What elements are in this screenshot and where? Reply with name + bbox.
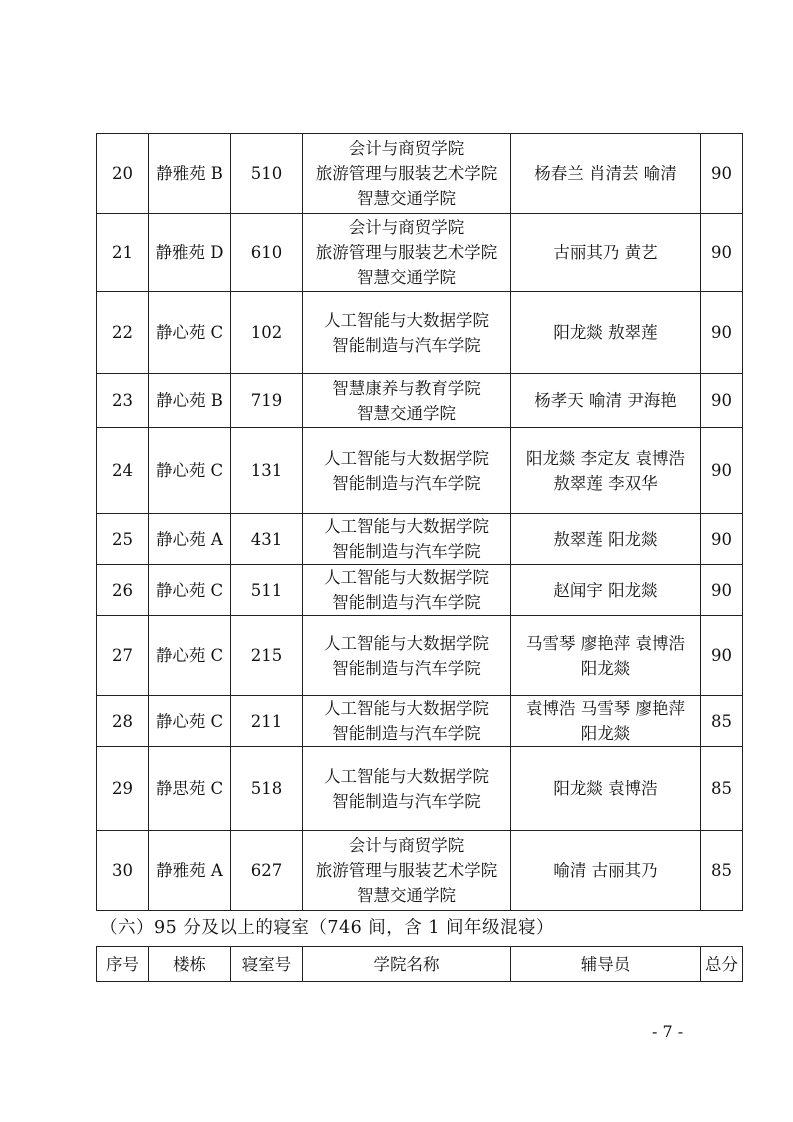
building-cell: 静心苑 A <box>149 514 231 565</box>
row-number: 29 <box>97 747 149 831</box>
building-cell: 静思苑 C <box>149 747 231 831</box>
row-number: 20 <box>97 134 149 214</box>
score-cell: 90 <box>701 214 743 292</box>
college-cell-line: 智慧交通学院 <box>357 268 456 287</box>
college-cell <box>303 292 511 374</box>
room-number: 627 <box>231 831 303 911</box>
score-cell: 90 <box>701 134 743 214</box>
college-cell <box>303 374 511 428</box>
college-cell-line: 智慧交通学院 <box>357 886 456 905</box>
room-number: 102 <box>231 292 303 374</box>
college-cell-line: 智能制造与汽车学院 <box>332 658 481 678</box>
college-cell-line: 智慧康养与教育学院 <box>332 378 481 398</box>
table-row <box>97 214 743 292</box>
score-cell: 90 <box>701 292 743 374</box>
room-number: 510 <box>231 134 303 214</box>
building-cell: 静心苑 C <box>149 696 231 747</box>
counselor-cell-line: 喻清 古丽其乃 <box>553 861 658 880</box>
table-row <box>97 374 743 428</box>
counselor-cell-line: 阳龙燚 敖翠莲 <box>553 323 658 342</box>
next-table-header <box>96 946 743 982</box>
building-cell: 静雅苑 A <box>149 831 231 911</box>
table-row <box>97 134 743 214</box>
room-number: 719 <box>231 374 303 428</box>
room-number: 610 <box>231 214 303 292</box>
college-cell <box>303 696 511 747</box>
counselor-cell-line: 阳龙燚 袁博浩 <box>553 779 658 798</box>
room-number: 215 <box>231 616 303 696</box>
building-cell: 静雅苑 D <box>149 214 231 292</box>
counselor-cell <box>511 747 701 831</box>
table-row <box>97 292 743 374</box>
counselor-cell <box>511 831 701 911</box>
section-title: （六）95 分及以上的寝室（746 间，含 1 间年级混寝） <box>100 918 555 938</box>
header-room: 寝室号 <box>231 947 303 982</box>
header-building: 楼栋 <box>149 947 231 982</box>
building-cell: 静心苑 C <box>149 565 231 616</box>
college-cell-line: 人工智能与大数据学院 <box>324 699 489 718</box>
building-cell: 静心苑 C <box>149 292 231 374</box>
college-cell-line: 旅游管理与服装艺术学院 <box>315 243 498 262</box>
header-college: 学院名称 <box>303 947 511 982</box>
college-cell-line: 人工智能与大数据学院 <box>324 633 489 653</box>
counselor-cell-line: 杨春兰 肖清芸 喻清 <box>534 164 677 183</box>
room-number: 431 <box>231 514 303 565</box>
college-cell <box>303 514 511 565</box>
counselor-cell-line: 赵闻宇 阳龙燚 <box>553 580 658 600</box>
counselor-cell-line: 敖翠莲 李双华 <box>553 473 658 493</box>
counselor-cell-line: 杨孝天 喻清 尹海艳 <box>534 391 677 410</box>
room-number: 518 <box>231 747 303 831</box>
college-cell <box>303 831 511 911</box>
header-no: 序号 <box>97 947 149 982</box>
college-cell <box>303 565 511 616</box>
row-number: 22 <box>97 292 149 374</box>
college-cell-line: 智能制造与汽车学院 <box>332 791 481 811</box>
table-row <box>97 514 743 565</box>
counselor-cell <box>511 696 701 747</box>
counselor-cell-line: 袁博浩 马雪琴 廖艳萍 <box>526 699 685 718</box>
college-cell-line: 智慧交通学院 <box>357 403 456 423</box>
college-cell-line: 会计与商贸学院 <box>348 218 465 237</box>
table-row <box>97 747 743 831</box>
counselor-cell-line: 古丽其乃 黄艺 <box>553 243 658 262</box>
score-cell: 90 <box>701 565 743 616</box>
college-cell-line: 智能制造与汽车学院 <box>332 542 481 561</box>
counselor-cell <box>511 616 701 696</box>
counselor-cell <box>511 514 701 565</box>
college-cell-line: 会计与商贸学院 <box>348 139 465 158</box>
row-number: 27 <box>97 616 149 696</box>
college-cell <box>303 428 511 514</box>
row-number: 30 <box>97 831 149 911</box>
counselor-cell <box>511 565 701 616</box>
building-cell: 静雅苑 B <box>149 134 231 214</box>
dormitory-score-table <box>96 133 743 911</box>
building-cell: 静心苑 B <box>149 374 231 428</box>
table-row <box>97 616 743 696</box>
college-cell <box>303 747 511 831</box>
table-body <box>97 134 743 911</box>
page-number: - 7 - <box>652 1022 684 1041</box>
room-number: 511 <box>231 565 303 616</box>
row-number: 25 <box>97 514 149 565</box>
header-counselor: 辅导员 <box>511 947 701 982</box>
counselor-cell <box>511 428 701 514</box>
college-cell-line: 智能制造与汽车学院 <box>332 724 481 743</box>
counselor-cell <box>511 214 701 292</box>
college-cell-line: 智能制造与汽车学院 <box>332 473 481 493</box>
college-cell <box>303 616 511 696</box>
counselor-cell <box>511 374 701 428</box>
score-cell: 85 <box>701 696 743 747</box>
college-cell-line: 智慧交通学院 <box>357 189 456 208</box>
college-cell-line: 人工智能与大数据学院 <box>324 517 489 536</box>
row-number: 24 <box>97 428 149 514</box>
college-cell <box>303 214 511 292</box>
score-cell: 90 <box>701 514 743 565</box>
college-cell-line: 人工智能与大数据学院 <box>324 448 489 468</box>
table-row <box>97 831 743 911</box>
room-number: 211 <box>231 696 303 747</box>
counselor-cell-line: 阳龙燚 <box>580 724 631 743</box>
row-number: 26 <box>97 565 149 616</box>
college-cell-line: 智能制造与汽车学院 <box>332 593 481 612</box>
score-cell: 90 <box>701 374 743 428</box>
counselor-cell <box>511 134 701 214</box>
counselor-cell <box>511 292 701 374</box>
row-number: 21 <box>97 214 149 292</box>
table-row <box>97 696 743 747</box>
room-number: 131 <box>231 428 303 514</box>
college-cell-line: 智能制造与汽车学院 <box>332 335 481 355</box>
table-row <box>97 428 743 514</box>
counselor-cell-line: 马雪琴 廖艳萍 袁博浩 <box>526 633 685 653</box>
building-cell: 静心苑 C <box>149 616 231 696</box>
header-score: 总分 <box>701 947 743 982</box>
counselor-cell-line: 阳龙燚 李定友 袁博浩 <box>526 448 685 468</box>
counselor-cell-line: 敖翠莲 阳龙燚 <box>553 529 658 549</box>
score-cell: 85 <box>701 831 743 911</box>
college-cell-line: 旅游管理与服装艺术学院 <box>315 164 498 183</box>
header-row <box>97 947 743 982</box>
college-cell-line: 人工智能与大数据学院 <box>324 310 489 330</box>
score-cell: 85 <box>701 747 743 831</box>
row-number: 23 <box>97 374 149 428</box>
building-cell: 静心苑 C <box>149 428 231 514</box>
college-cell-line: 人工智能与大数据学院 <box>324 766 489 786</box>
score-cell: 90 <box>701 428 743 514</box>
college-cell-line: 会计与商贸学院 <box>348 836 465 855</box>
counselor-cell-line: 阳龙燚 <box>580 658 631 678</box>
college-cell <box>303 134 511 214</box>
college-cell-line: 旅游管理与服装艺术学院 <box>315 861 498 880</box>
table-row <box>97 565 743 616</box>
college-cell-line: 人工智能与大数据学院 <box>324 568 489 587</box>
row-number: 28 <box>97 696 149 747</box>
score-cell: 90 <box>701 616 743 696</box>
